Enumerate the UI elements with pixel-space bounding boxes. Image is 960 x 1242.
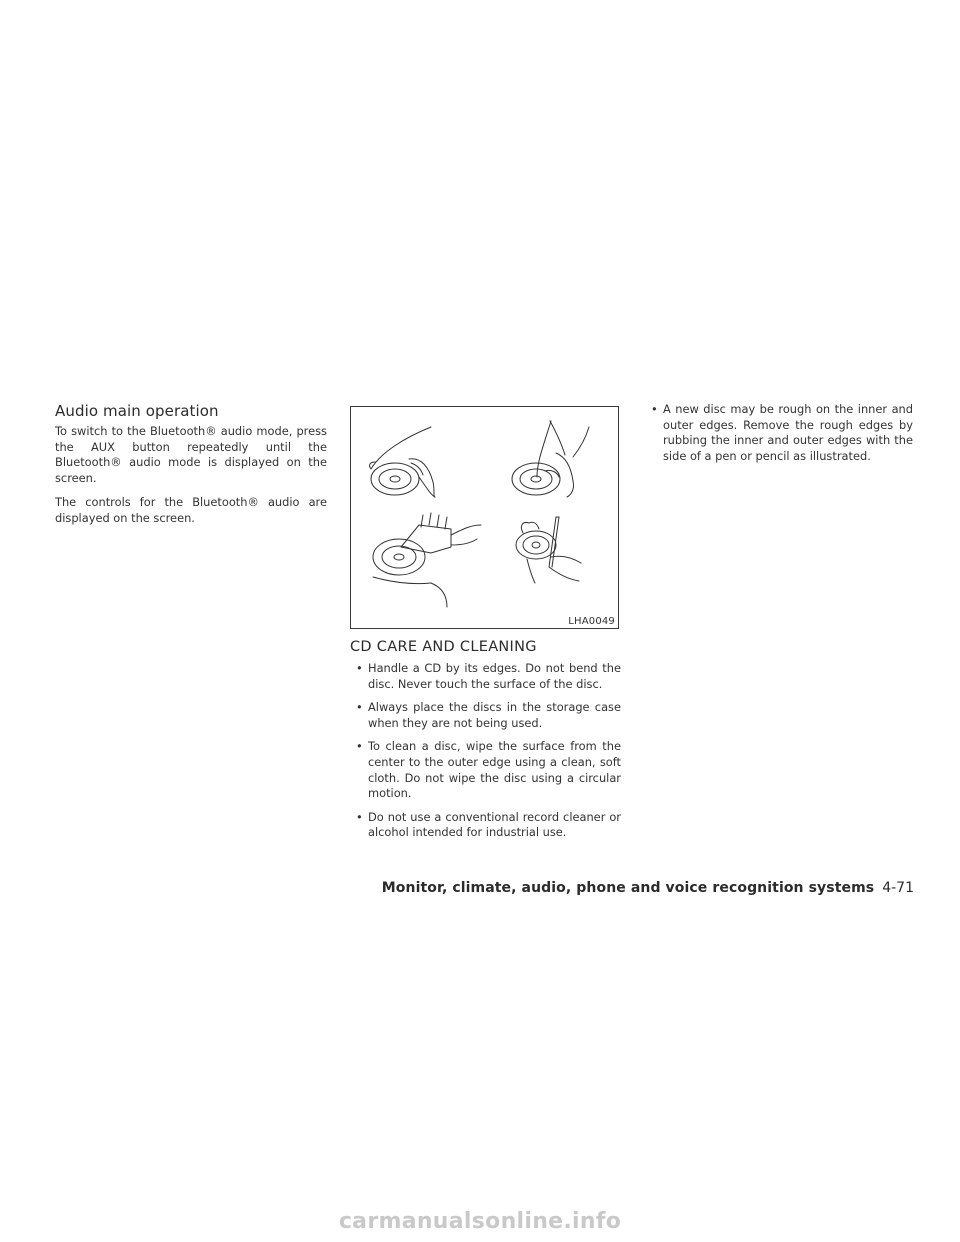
disc-held-by-edge-sketch	[370, 427, 435, 497]
bullet-text: Do not use a conventional record cleaner or alcohol intended for industrial use.	[368, 809, 621, 840]
cd-care-illustration	[350, 406, 619, 629]
list-item	[645, 402, 913, 464]
bullet-marker: •	[356, 739, 363, 754]
cd-care-list-continued	[645, 402, 913, 464]
disc-edge-pen-sketch	[516, 517, 581, 583]
bullet-marker: •	[356, 700, 363, 715]
bluetooth-switch-paragraph: To switch to the Bluetooth® audio mode, press the AUX button repeatedly until the Bluetooth® audio mode is displayed on the screen.	[55, 424, 327, 485]
page-number: 4-71	[882, 880, 914, 896]
bluetooth-controls-paragraph: The controls for the Bluetooth® audio are displayed on the screen.	[55, 495, 327, 525]
bullet-marker: •	[651, 402, 658, 416]
watermark-text: carmanualsonline.info	[338, 1209, 622, 1234]
figure-code: LHA0049	[568, 616, 615, 627]
list-item	[350, 700, 621, 731]
bullet-text: A new disc may be rough on the inner and outer edges. Remove the rough edges by rubbing the inner and outer edges with the side of a pen or pencil as illustrated.	[663, 402, 913, 463]
cd-care-list	[350, 661, 621, 841]
list-item	[350, 810, 621, 841]
list-item	[350, 739, 621, 801]
bullet-text: Handle a CD by its edges. Do not bend the disc. Never touch the surface of the disc.	[368, 661, 621, 691]
disc-wiping-sketch	[373, 513, 481, 607]
bullet-marker: •	[356, 809, 363, 824]
disc-held-by-center-sketch	[512, 421, 589, 497]
middle-column	[350, 406, 621, 849]
footer-section-title: Monitor, climate, audio, phone and voice recognition systems	[381, 880, 875, 896]
cd-handling-drawing	[351, 407, 618, 628]
cd-care-heading: CD CARE AND CLEANING	[350, 639, 537, 655]
left-column	[55, 402, 327, 536]
bullet-text: Always place the discs in the storage case when they are not being used.	[368, 700, 621, 730]
right-column	[645, 402, 913, 472]
audio-main-operation-heading: Audio main operation	[55, 402, 219, 420]
bullet-text: To clean a disc, wipe the surface from the center to the outer edge using a clean, soft cloth. Do not wipe the disc using a circular motion.	[368, 739, 621, 801]
list-item	[350, 661, 621, 692]
bullet-marker: •	[356, 661, 363, 675]
page-footer	[382, 880, 914, 896]
